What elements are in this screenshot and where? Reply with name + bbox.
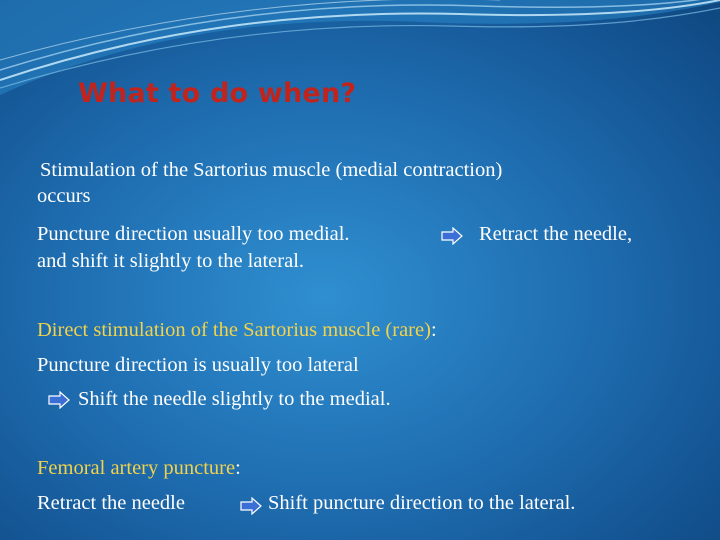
right-arrow-icon <box>441 227 463 245</box>
section1-line3-left: Puncture direction usually too medial. <box>37 223 350 245</box>
right-arrow-icon <box>48 391 70 409</box>
section3-line2-right: Shift puncture direction to the lateral. <box>268 492 576 514</box>
section3-heading-colon: : <box>235 457 241 479</box>
section2-heading-row <box>37 317 437 343</box>
section2-heading: Direct stimulation of the Sartorius muscle (rare) <box>37 319 431 341</box>
right-arrow-icon <box>240 497 262 515</box>
slide-title: What to do when? <box>78 78 357 109</box>
section1-line4: and shift it slightly to the lateral. <box>37 250 305 272</box>
section3-heading: Femoral artery puncture <box>37 457 236 479</box>
section3-line2-left: Retract the needle <box>37 492 185 514</box>
section2-heading-colon: : <box>430 319 437 341</box>
section2-line3: Shift the needle slightly to the medial. <box>78 388 391 410</box>
section3-heading-row <box>37 455 241 481</box>
section1-line3-right: Retract the needle, <box>479 223 633 245</box>
section1-line1: Stimulation of the Sartorius muscle (medial contraction) <box>40 159 503 181</box>
section2-line2: Puncture direction is usually too lateral <box>37 354 359 376</box>
section1-line2: occurs <box>37 185 91 207</box>
